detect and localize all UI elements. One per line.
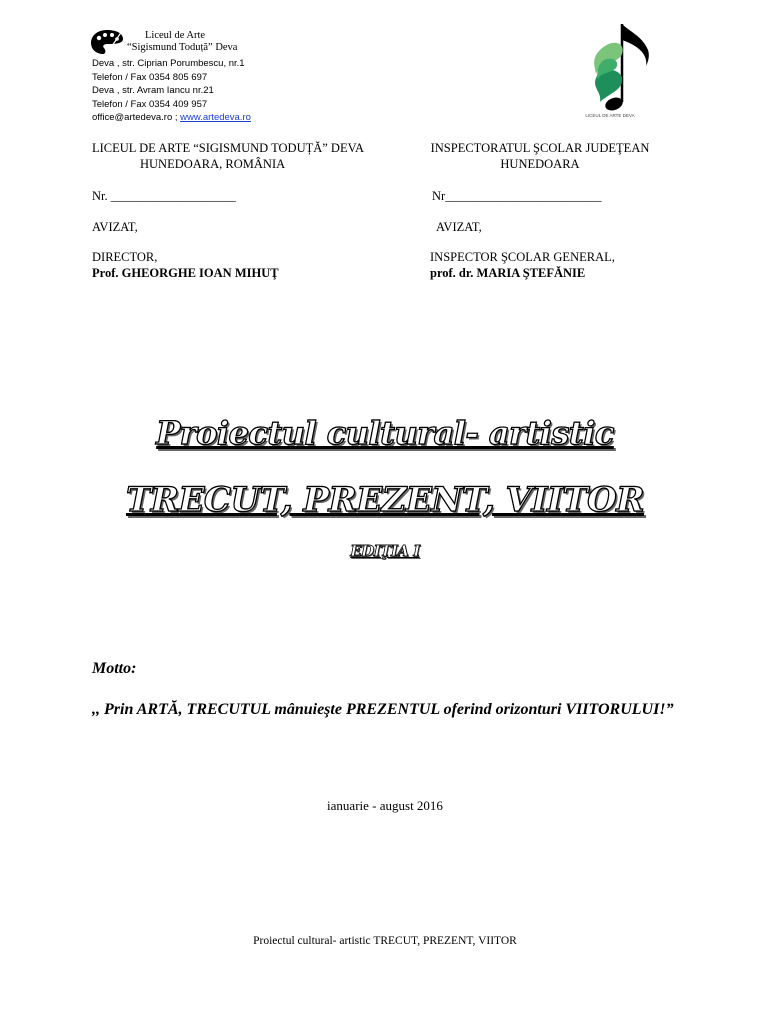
contact-line: Telefon / Fax 0354 805 697 (92, 71, 208, 83)
school-name-line2: “Sigismund Toduță” Deva (127, 42, 238, 53)
right-nr-field: Nr_________________________ (432, 189, 602, 203)
page-footer: Proiectul cultural- artistic TRECUT, PREZENT, VIITOR (253, 935, 517, 947)
left-institution-line2: HUNEDOARA, ROMÂNIA (140, 157, 286, 171)
contact-block (92, 57, 251, 125)
logo-caption: LICEUL DE ARTE DEVA (585, 113, 635, 118)
school-name (127, 30, 237, 54)
left-nr-field: Nr. ____________________ (92, 189, 236, 203)
right-person: prof. dr. MARIA ŞTEFĂNIE (430, 266, 586, 280)
motto-label: Motto: (92, 660, 137, 677)
left-avizat: AVIZAT, (92, 220, 138, 234)
right-avizat: AVIZAT, (436, 220, 482, 234)
contact-line: Telefon / Fax 0354 409 957 (92, 98, 208, 110)
contact-line: Deva , str. Ciprian Porumbescu, nr.1 (92, 58, 245, 69)
left-person: Prof. GHEORGHE IOAN MIHUŢ (92, 266, 279, 280)
right-role: INSPECTOR ŞCOLAR GENERAL, (430, 250, 615, 264)
left-institution (92, 140, 392, 172)
left-role: DIRECTOR, (92, 250, 158, 264)
school-name-line1: Liceul de Arte (145, 30, 206, 41)
contact-line: Deva , str. Avram Iancu nr.21 (92, 85, 214, 97)
right-institution-line1: INSPECTORATUL ŞCOLAR JUDEŢEAN (430, 141, 650, 155)
right-signatory (430, 249, 615, 281)
project-period: ianuarie - august 2016 (327, 798, 443, 813)
music-note-logo-icon (560, 20, 660, 120)
palette-logo-icon (90, 29, 124, 55)
left-signatory (92, 249, 279, 281)
right-institution (420, 140, 660, 172)
project-title: Proiectul cultural- artistic (156, 414, 614, 452)
edition-label: EDIŢIA I (350, 542, 420, 560)
right-institution-line2: HUNEDOARA (500, 157, 580, 171)
motto-text: ,, Prin ARTĂ, TRECUTUL mânuieşte PREZENTUL oferind orizonturi VIITORULUI!” (92, 701, 674, 718)
website-link[interactable]: www.artedeva.ro (180, 112, 251, 124)
email: office@artedeva.ro ; (92, 112, 178, 124)
contact-email-line (92, 111, 251, 125)
project-subtitle: TRECUT, PREZENT, VIITOR (125, 480, 645, 520)
left-institution-line1: LICEUL DE ARTE “SIGISMUND TODUȚĂ” DEVA (92, 141, 365, 155)
